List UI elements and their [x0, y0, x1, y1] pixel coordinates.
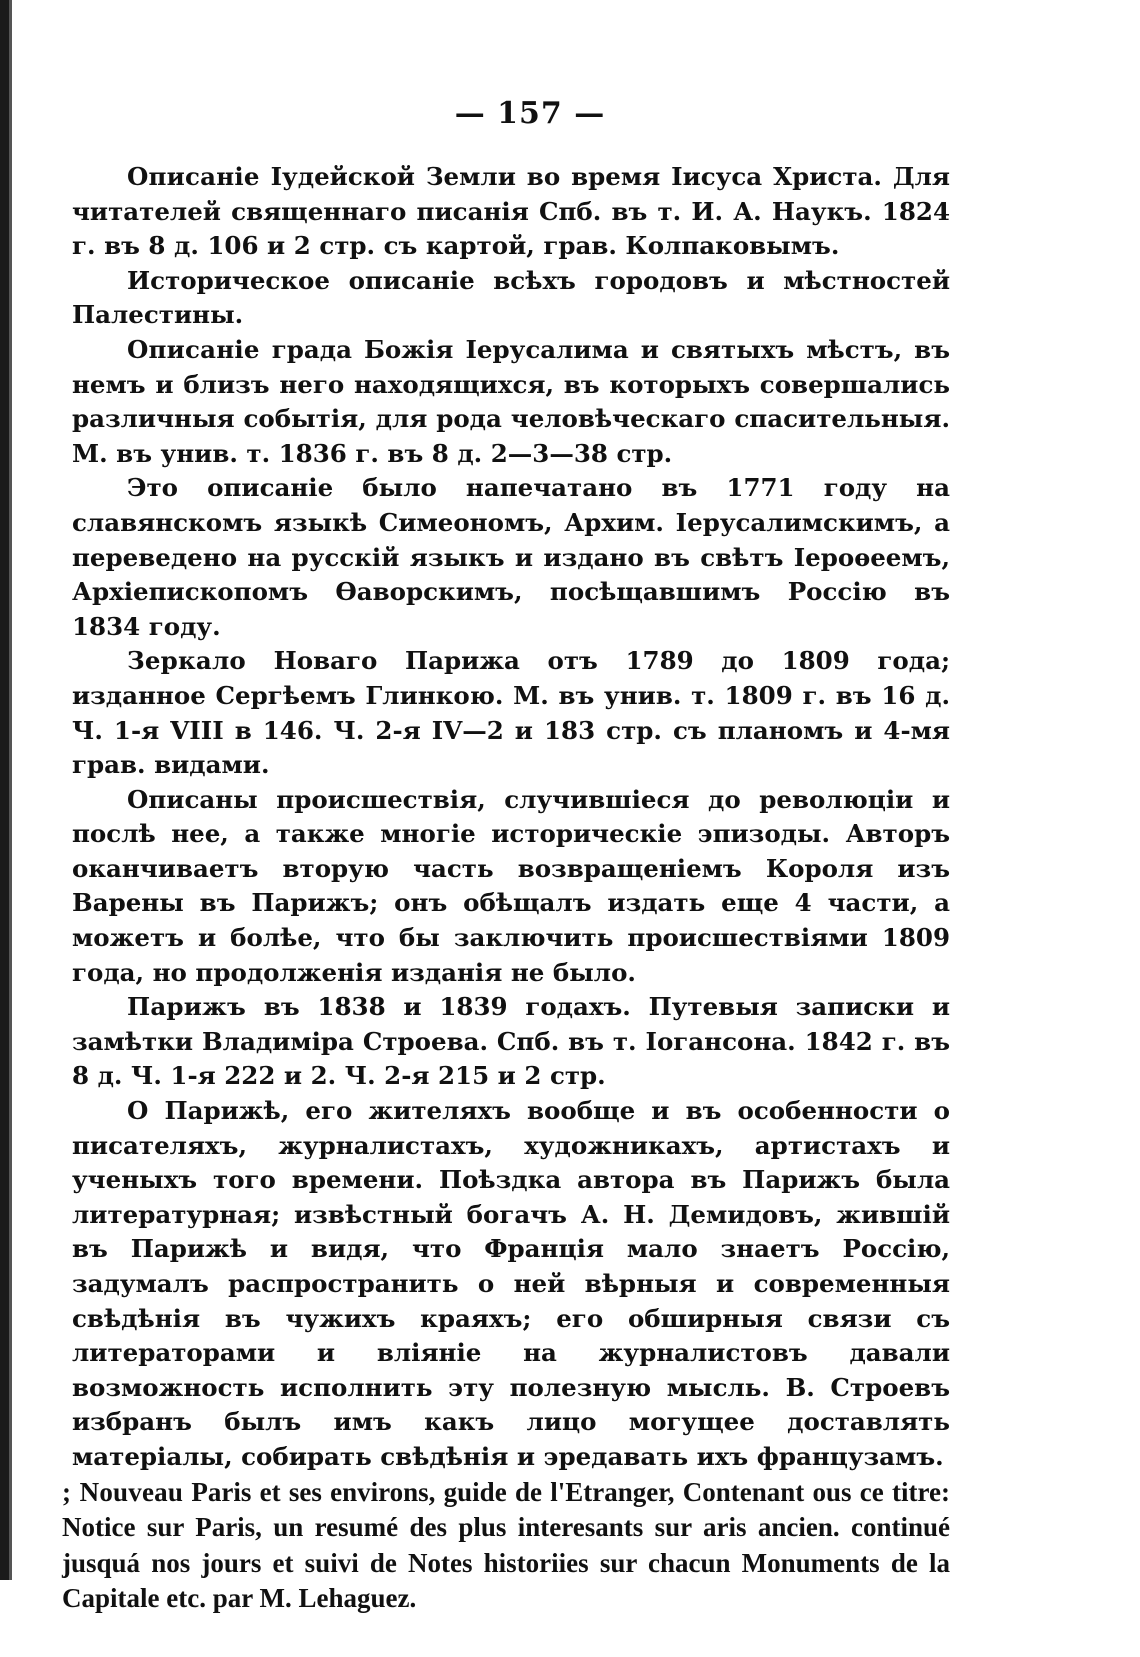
- entry-text: Paris et ses environs, guide de l'Etranger, Contenant ous ce titre: Notice sur Paris, un resumé des plus interesants sur aris ancien. continué jusquá nos jours et suivi de Notes historiies sur chacun Monuments de la Capitale etc. par M. Lehaguez.: [62, 1476, 950, 1614]
- scan-binding-shadow: [9, 0, 12, 1580]
- entry-text: Новаго Парижа отъ 1789 до 1809 года; изданное Сергѣемъ Глинкою. М. въ унив. т. 1809 г. въ 16 д. Ч. 1-я VIII в 146. Ч. 2-я IV—2 и 183 стр. съ планомъ и 4-мя грав. видами.: [72, 646, 950, 780]
- entry-lead-word: Зеркало: [127, 646, 246, 676]
- page-body: [62, 160, 950, 1617]
- entry-paragraph: [72, 644, 950, 782]
- entry-paragraph: [72, 264, 950, 333]
- entry-lead-word: Описаніе: [127, 162, 260, 191]
- scan-binding-edge: [0, 0, 9, 1580]
- entry-lead-word: Парижъ: [127, 992, 247, 1022]
- entry-text: Іудейской Земли во время Іисуса Христа. Для читателей священнаго писанія Спб. въ т. И. А. Наукъ. 1824 г. въ 8 д. 106 и 2 стр. съ картой, грав. Колпаковымъ.: [72, 162, 950, 261]
- entry-text: въ 1838 и 1839 годахъ. Путевыя записки и замѣтки Владиміра Строева. Спб. въ т. Іогансона. 1842 г. въ 8 д. Ч. 1-я 222 и 2. Ч. 2-я 215 и 2 стр.: [72, 992, 950, 1091]
- entry-lead-word: Описаніе: [127, 334, 260, 364]
- entry-paragraph-french: [62, 1475, 950, 1617]
- entry-paragraph: [72, 160, 950, 264]
- entry-text: Это описаніе было напечатано въ 1771 году на славянскомъ языкѣ Симеономъ, Архим. Іерусалимскимъ, а переведено на русскій языкъ и издано въ свѣтъ Іероѳеемъ, Архіепископомъ Ѳаворскимъ, посѣщавшимъ Россію въ 1834 году.: [72, 473, 950, 641]
- entry-text: О Парижѣ, его жителяхъ вообще и въ особенности о писателяхъ, журналистахъ, художникахъ, артистахъ и ученыхъ того времени. Поѣздка автора въ Парижъ была литературная; извѣстный богачъ А. Н. Демидовъ, жившій въ Парижѣ и видя, что Франція мало знаетъ Россію, задумалъ распространить о ней вѣрныя и современныя свѣдѣнія въ чужихъ краяхъ; его обширныя связи съ литераторами и вліяніе на журналистовъ давали возможность исполнить эту полезную мысль. В. Строевъ избранъ былъ имъ какъ лицо могущее доставлять матеріалы, собирать свѣдѣнія и эредавать ихъ французамъ.: [72, 1096, 950, 1471]
- entry-paragraph: [72, 471, 950, 644]
- entry-paragraph: [72, 783, 950, 991]
- entry-paragraph: [72, 990, 950, 1094]
- entry-text: Историческое описаніе всѣхъ городовъ и мѣстностей Палестины.: [72, 265, 950, 330]
- entry-paragraph: [72, 333, 950, 471]
- entry-text: Описаны происшествія, случившіеся до революціи и послѣ нее, а также многіе историческіе эпизоды. Авторъ оканчиваетъ вторую часть возвращеніемъ Короля изъ Варены въ Парижъ; онъ обѣщалъ издать еще 4 части, а можетъ и болѣе, что бы заключить происшествіями 1809 года, но продолженія изданія не было.: [72, 784, 950, 987]
- page-number: — 157 —: [454, 96, 606, 131]
- entry-paragraph: [72, 1094, 950, 1475]
- entry-text: града Божія Іерусалима и святыхъ мѣстъ, въ немъ и близъ него находящихся, въ которыхъ совершались различныя событія, для рода человѣческаго спасительныя. М. въ унив. т. 1836 г. въ 8 д. 2—3—38 стр.: [72, 334, 950, 468]
- entry-lead-word: ; Nouveau: [62, 1476, 184, 1507]
